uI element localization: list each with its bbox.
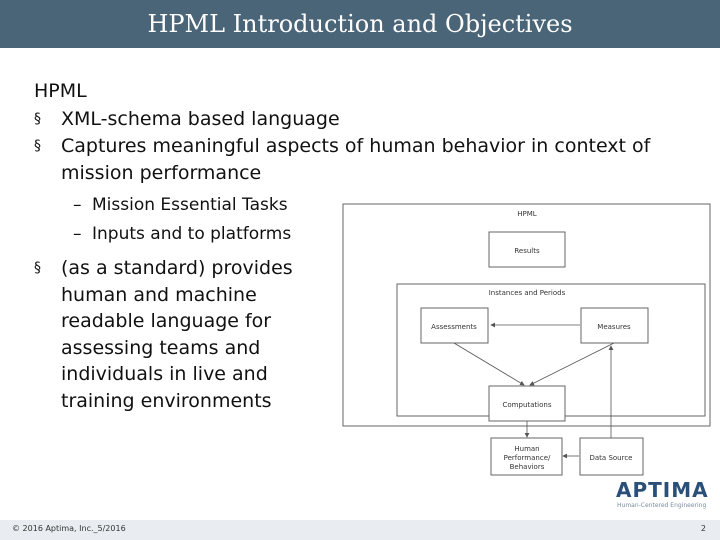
logo-tagline: Human-Centered Engineering [617,502,707,509]
sub-bullet-text: Mission Essential Tasks [92,195,288,215]
hpb-label-line2: Performance/ [503,454,551,462]
bullet-item [34,106,654,133]
bullet-item [34,133,661,187]
hpml-diagram [341,202,712,480]
arrow-assessments-to-computations [454,343,524,385]
aptima-logo [616,478,712,512]
sub-bullet-dash: – [73,224,82,244]
data-source-label: Data Source [589,454,633,462]
instances-label: Instances and Periods [488,289,566,297]
bullet-text: (as a standard) provides human and machine readable language for assessing teams and individuals in live and training environments [61,257,293,412]
bullet-marker: § [34,138,41,154]
bullet-marker: § [34,111,41,127]
measures-label: Measures [597,323,631,331]
title-bar [0,0,720,48]
footer-bar [0,520,720,540]
computations-label: Computations [502,401,552,409]
hpb-label-line3: Behaviors [509,463,545,471]
hpb-label-line1: Human [514,445,540,453]
content-heading: HPML [34,80,87,102]
hpml-outer-label: HPML [517,210,537,218]
bullet-marker: § [34,260,41,276]
footer-copyright: © 2016 Aptima, Inc._5/2016 [12,524,126,533]
sub-bullet-text: Inputs and to platforms [92,224,292,244]
slide-title: HPML Introduction and Objectives [147,10,573,38]
bullet-text: XML-schema based language [61,108,340,130]
results-label: Results [514,247,540,255]
assessments-label: Assessments [431,323,477,331]
logo-wordmark: APTIMA [616,478,709,502]
bullet-item [34,255,346,414]
sub-bullet-dash: – [73,195,82,215]
bullet-text: Captures meaningful aspects of human behavior in context of mission performance [61,135,651,184]
page-number: 2 [700,524,706,533]
arrow-measures-to-computations [530,343,614,385]
